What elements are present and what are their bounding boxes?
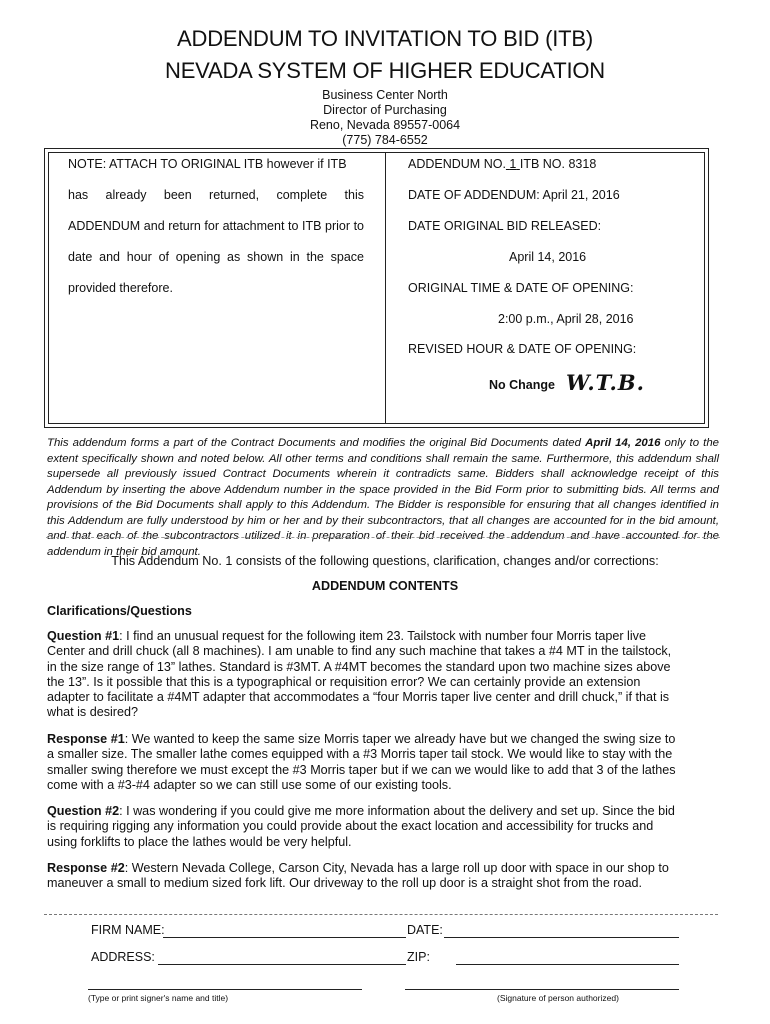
response-2-label: Response #2 xyxy=(47,861,125,875)
zip-label: ZIP: xyxy=(407,950,430,964)
info-box-divider xyxy=(385,152,386,424)
signature-caption: (Signature of person authorized) xyxy=(497,993,619,1003)
section-heading: Clarifications/Questions xyxy=(47,604,192,618)
address-label: ADDRESS: xyxy=(91,950,155,964)
response-1-label: Response #1 xyxy=(47,732,125,746)
response-1 xyxy=(47,732,679,793)
date-label: DATE: xyxy=(407,923,443,937)
contents-heading: ADDENDUM CONTENTS xyxy=(311,579,459,593)
note-line-1: NOTE: ATTACH TO ORIGINAL ITB however if ITB xyxy=(68,157,347,171)
note-line-4: date and hour of opening as shown in the space xyxy=(68,250,364,264)
disclaimer-paragraph xyxy=(47,436,719,560)
signature-field[interactable] xyxy=(405,989,679,990)
signature-initials: W.T.B. xyxy=(566,370,645,395)
date-field[interactable] xyxy=(444,937,679,938)
note-line-5: provided therefore. xyxy=(68,281,173,295)
title-line-1: ADDENDUM TO INVITATION TO BID (ITB) xyxy=(177,26,593,51)
address-line-1: Business Center North xyxy=(322,88,448,102)
response-2-text: : Western Nevada College, Carson City, Nevada has a large roll up door with space in our shop to maneuver a small to medium sized fork lift. Our driveway to the roll up door is a straight shot from the road. xyxy=(47,861,669,891)
date-of-addendum: DATE OF ADDENDUM: April 21, 2016 xyxy=(408,188,620,202)
disclaimer-rule xyxy=(46,537,720,538)
zip-field[interactable] xyxy=(456,964,679,965)
question-2-text: : I was wondering if you could give me more information about the delivery and set up. Since the bid is requiring rigging any information you could provide about the exact location and accessibility for trucks and using forklifts to place the lathes would be very helpful. xyxy=(47,804,675,849)
question-2 xyxy=(47,804,679,850)
note-line-2: has already been returned, complete this xyxy=(68,188,364,202)
address-field[interactable] xyxy=(158,964,406,965)
revised-label: REVISED HOUR & DATE OF OPENING: xyxy=(408,342,637,356)
address-phone: (775) 784-6552 xyxy=(342,133,428,147)
revised-value: No Change xyxy=(489,378,555,392)
signer-name-field[interactable] xyxy=(88,989,362,990)
disclaimer-date: April 14, 2016 xyxy=(585,437,661,449)
addendum-number xyxy=(408,157,596,171)
question-1-text: : I find an unusual request for the following item 23. Tailstock with number four Morris taper live Center and drill chuck (all 8 machines). I am unable to find any such machine that takes a #4 MT in the tailstock, in the size range of 13” lathes. Standard is #3MT. A #4MT becomes the standard upon two machine sizes above the 13”. Is it possible that this is a typographical or requisition error? We can certainly provide an extension adapter to facilitate a #4MT adapter that accommodates a “four Morris taper live center and drill chuck,” if that is what is desired? xyxy=(47,629,672,720)
original-released-label: DATE ORIGINAL BID RELEASED: xyxy=(408,219,602,233)
question-2-label: Question #2 xyxy=(47,804,120,818)
address-line-2: Director of Purchasing xyxy=(323,103,447,117)
addendum-no-label: ADDENDUM NO. xyxy=(408,157,506,171)
question-1 xyxy=(47,629,679,721)
itb-number: ITB NO. 8318 xyxy=(519,157,597,171)
question-1-label: Question #1 xyxy=(47,629,120,643)
disclaimer-before: This addendum forms a part of the Contract Documents and modifies the original Bid Documents dated xyxy=(47,437,586,449)
intro-line: This Addendum No. 1 consists of the following questions, clarification, changes and/or corrections: xyxy=(111,554,659,568)
response-2 xyxy=(47,861,679,892)
original-time-value: 2:00 p.m., April 28, 2016 xyxy=(498,312,634,326)
signer-name-caption: (Type or print signer's name and title) xyxy=(88,993,229,1003)
response-1-text: : We wanted to keep the same size Morris taper we already have but we changed the swing size to a smaller size. The smaller lathe comes equipped with a #3 Morris taper tail stock. We would like to stay with the smaller swing therefore we must except the #3 Morris taper but if we can we would like to add that 3 of the lathes come with a #3-#4 adapter so we can still use some of our existing tools. xyxy=(47,732,676,792)
firm-name-field[interactable] xyxy=(163,937,406,938)
firm-name-label: FIRM NAME: xyxy=(91,923,165,937)
footer-rule xyxy=(44,914,718,915)
note-line-3: ADDENDUM and return for attachment to ITB prior to xyxy=(68,219,364,233)
title-line-2: NEVADA SYSTEM OF HIGHER EDUCATION xyxy=(165,58,605,83)
original-released-value: April 14, 2016 xyxy=(509,250,587,264)
original-time-label: ORIGINAL TIME & DATE OF OPENING: xyxy=(408,281,634,295)
addendum-no-value: 1 xyxy=(509,157,517,171)
address-line-3: Reno, Nevada 89557-0064 xyxy=(309,118,461,132)
disclaimer-after: only to the extent specifically shown and noted below. All other terms and conditions shall remain the same. Furthermore, this addendum shall supersede all previously issued Contract Documents wherein it contradicts same. Bidders shall acknowledge receipt of this Addendum by inserting the above Addendum number in the space provided in the Bid Form prior to submitting bids. All terms and provisions of the Bid Documents shall apply to this Addendum. The Bidder is responsible for ensuring that all changes identified in this Addendum are fully understood by him or her and by their subcontractors, that all changes are accounted for in the bid amount, and that each of the subcontractors utilized it in preparation of their bid received the addendum and have accounted for the addendum in their bid amount. xyxy=(47,437,719,558)
